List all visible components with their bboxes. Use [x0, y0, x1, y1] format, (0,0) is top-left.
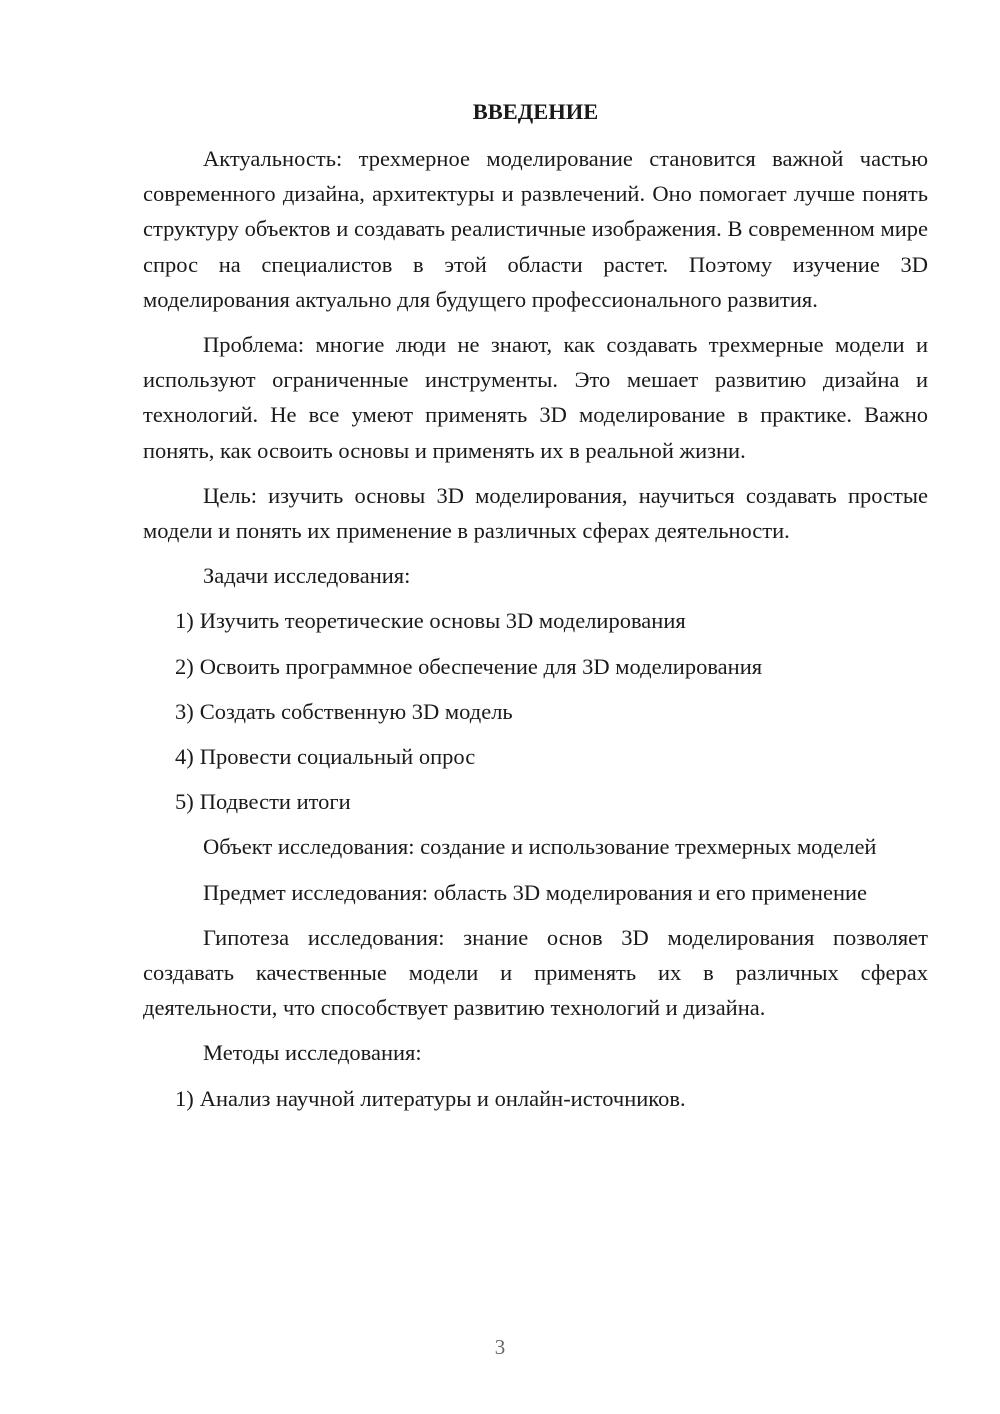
list-item-text: Подвести итоги	[199, 789, 351, 815]
list-item-number: 4)	[175, 744, 194, 770]
list-item-number: 2)	[175, 653, 194, 679]
list-item-text: Анализ научной литературы и онлайн-источников.	[199, 1085, 686, 1111]
methods-heading: Методы исследования:	[203, 1040, 422, 1066]
list-item-number: 1)	[175, 1085, 194, 1111]
page-number: 3	[494, 1335, 506, 1359]
relevance-paragraph: Актуальность: трехмерное моделирование становится важной частью современного дизайна, архитектуры и развлечений. Оно помогает лучше понять структуру объектов и создавать реалистичные изображения. В современном мире спрос на специалистов в этой области растет. Поэтому изучение 3D моделирования актуально для будущего профессионального развития.	[143, 146, 928, 312]
list-item	[143, 784, 928, 819]
list-item-text: Освоить программное обеспечение для 3D моделирования	[199, 653, 763, 679]
list-item-text: Провести социальный опрос	[199, 744, 476, 770]
list-item-number: 1)	[175, 608, 194, 634]
list-item	[143, 739, 928, 774]
list-item	[143, 1081, 928, 1116]
tasks-heading: Задачи исследования:	[203, 563, 411, 589]
goal-paragraph: Цель: изучить основы 3D моделирования, научиться создавать простые модели и понять их применение в различных сферах деятельности.	[143, 482, 928, 544]
hypothesis-paragraph: Гипотеза исследования: знание основ 3D моделирования позволяет создавать качественные модели и применять их в различных сферах деятельности, что способствует развитию технологий и дизайна.	[143, 924, 928, 1021]
list-item-text: Создать собственную 3D модель	[199, 698, 513, 724]
object-paragraph: Объект исследования: создание и использование трехмерных моделей	[203, 834, 877, 860]
list-item-number: 3)	[175, 698, 194, 724]
list-item	[143, 603, 928, 638]
list-item-text: Изучить теоретические основы 3D моделирования	[199, 608, 686, 634]
problem-paragraph: Проблема: многие люди не знают, как создавать трехмерные модели и используют ограниченные инструменты. Это мешает развитию дизайна и технологий. Не все умеют применять 3D моделирование в практике. Важно понять, как освоить основы и применять их в реальной жизни.	[143, 332, 928, 463]
list-item	[143, 694, 928, 729]
subject-paragraph: Предмет исследования: область 3D моделирования и его применение	[203, 879, 868, 905]
list-item-number: 5)	[175, 789, 194, 815]
methods-list	[143, 1081, 928, 1116]
page-title: ВВЕДЕНИЕ	[472, 99, 599, 124]
tasks-list	[143, 603, 928, 819]
list-item	[143, 649, 928, 684]
